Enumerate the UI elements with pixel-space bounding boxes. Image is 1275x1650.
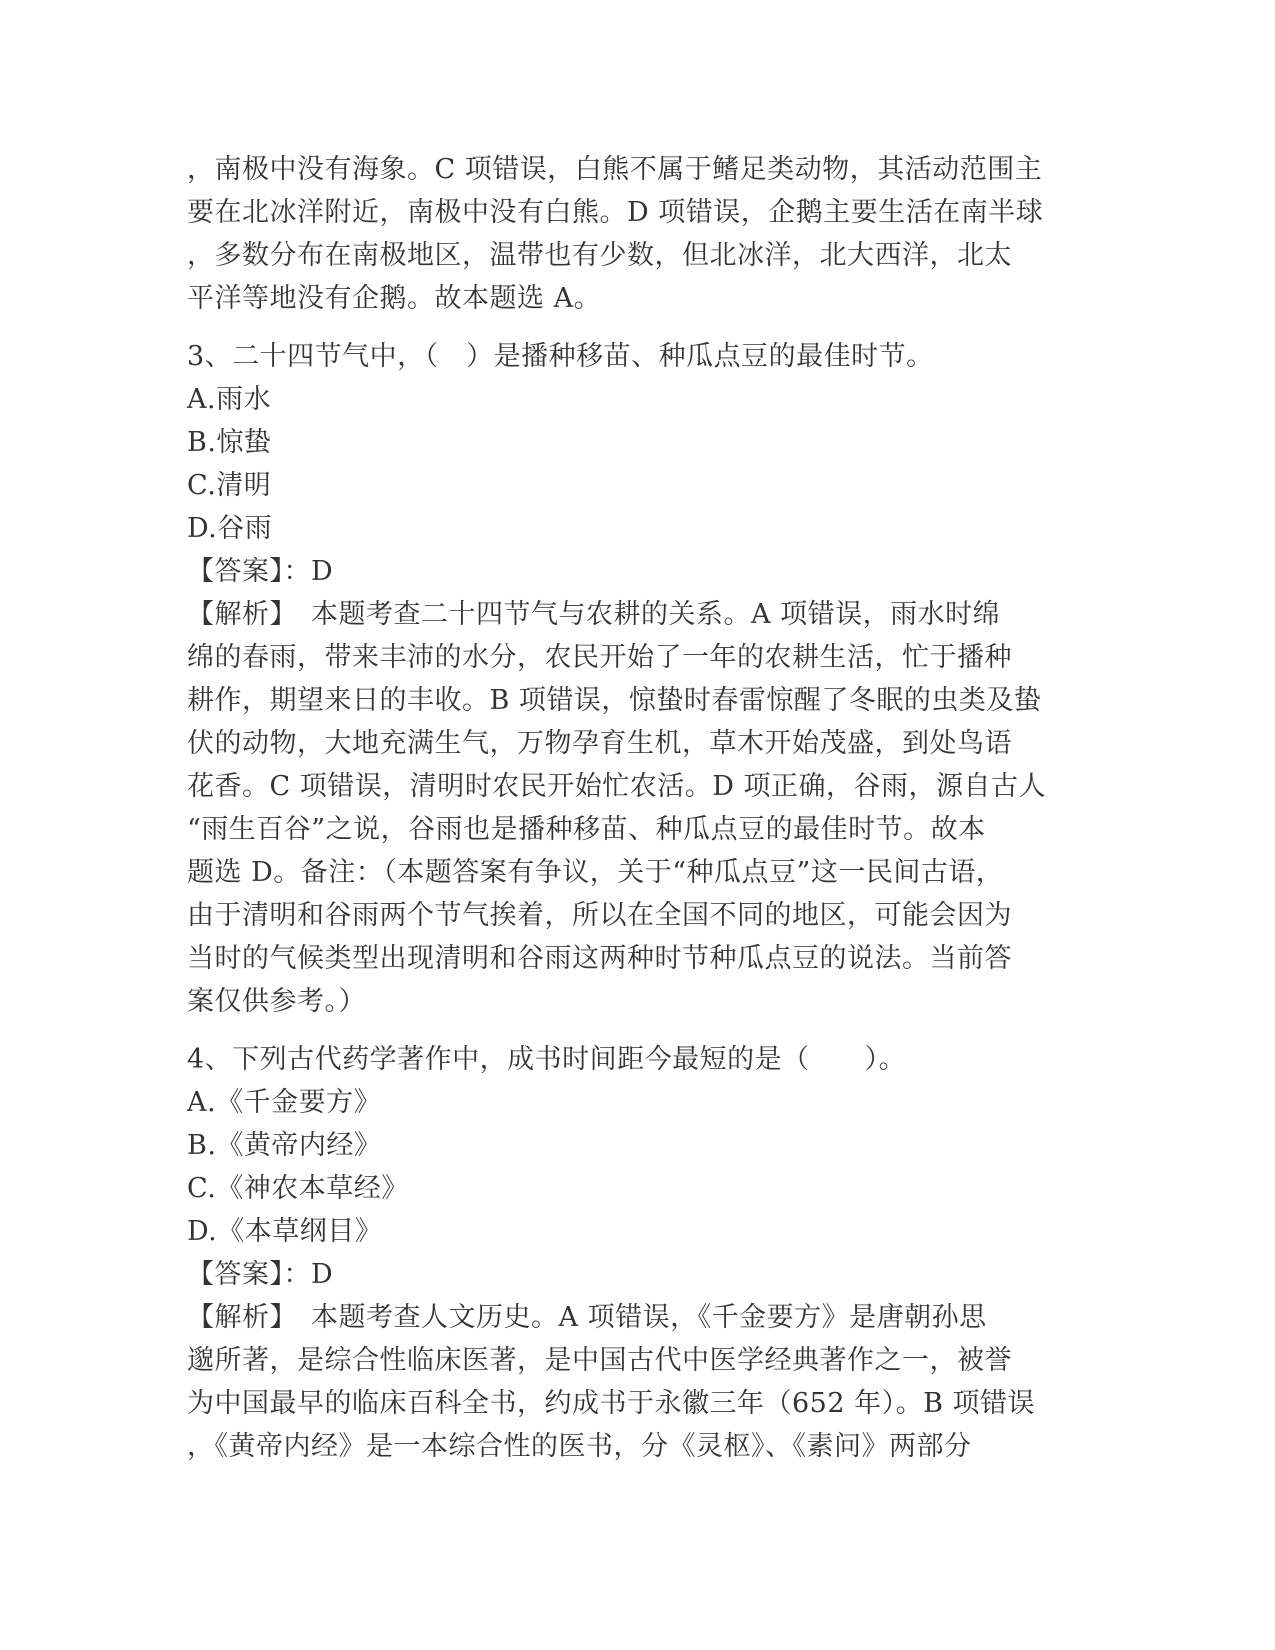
q4-answer: 【答案】：D	[187, 1259, 334, 1290]
intro-line: ，南极中没有海象。C 项错误，白熊不属于鳍足类动物，其活动范围主	[187, 154, 1043, 185]
q3-analysis-line: 伏的动物，大地充满生气，万物孕育生机，草木开始茂盛，到处鸟语	[187, 728, 1012, 759]
q4-option-b: B.《黄帝内经》	[187, 1130, 382, 1161]
q4-option-c: C.《神农本草经》	[187, 1173, 409, 1204]
q4-analysis-line: 【解析】 本题考查人文历史。A 项错误，《千金要方》是唐朝孙思	[187, 1302, 987, 1333]
q4-analysis-line: ，《黄帝内经》是一本综合性的医书，分《灵枢》、《素问》两部分	[187, 1431, 972, 1462]
intro-line: 要在北冰洋附近，南极中没有白熊。D 项错误，企鹅主要生活在南半球	[187, 197, 1044, 228]
q3-analysis-line: 花香。C 项错误，清明时农民开始忙农活。D 项正确，谷雨，源自古人	[187, 771, 1046, 802]
document-body	[187, 148, 1087, 1468]
q3-option-d: D.谷雨	[187, 513, 273, 544]
q3-option-b: B.惊蛰	[187, 427, 272, 458]
spacer	[187, 1023, 1087, 1038]
q4-analysis-line: 邈所著，是综合性临床医著，是中国古代中医学经典著作之一，被誉	[187, 1345, 1012, 1376]
q4-option-a: A.《千金要方》	[187, 1087, 382, 1118]
q3-analysis-line: 当时的气候类型出现清明和谷雨这两种时节种瓜点豆的说法。当前答	[187, 943, 1012, 974]
q3-analysis-line: 题选 D。备注：（本题答案有争议，关于“种瓜点豆”这一民间古语，	[187, 857, 1004, 888]
q3-option-c: C.清明	[187, 470, 272, 501]
intro-line: ，多数分布在南极地区，温带也有少数，但北冰洋，北大西洋，北太	[187, 240, 1012, 271]
q4-option-d: D.《本草纲目》	[187, 1216, 383, 1247]
q3-analysis-line: 耕作，期望来日的丰收。B 项错误，惊蛰时春雷惊醒了冬眠的虫类及蛰	[187, 685, 1042, 716]
intro-line: 平洋等地没有企鹅。故本题选 A。	[187, 283, 602, 314]
q3-analysis-line: 案仅供参考。）	[187, 986, 366, 1017]
q3-analysis-line: 【解析】 本题考查二十四节气与农耕的关系。A 项错误，雨水时绵	[187, 599, 1001, 630]
q3-analysis-line: “雨生百谷”之说，谷雨也是播种移苗、种瓜点豆的最佳时节。故本	[187, 814, 986, 845]
question-3: 3、二十四节气中，（ ）是播种移苗、种瓜点豆的最佳时节。	[187, 341, 934, 372]
q3-analysis-line: 绵的春雨，带来丰沛的水分，农民开始了一年的农耕生活，忙于播种	[187, 642, 1012, 673]
q3-analysis-line: 由于清明和谷雨两个节气挨着，所以在全国不同的地区，可能会因为	[187, 900, 1012, 931]
q3-answer: 【答案】：D	[187, 556, 334, 587]
q3-option-a: A.雨水	[187, 384, 272, 415]
spacer	[187, 320, 1087, 335]
q4-analysis-line: 为中国最早的临床百科全书，约成书于永徽三年（652 年）。B 项错误	[187, 1388, 1036, 1419]
question-4: 4、下列古代药学著作中，成书时间距今最短的是（ ）。	[187, 1044, 907, 1075]
